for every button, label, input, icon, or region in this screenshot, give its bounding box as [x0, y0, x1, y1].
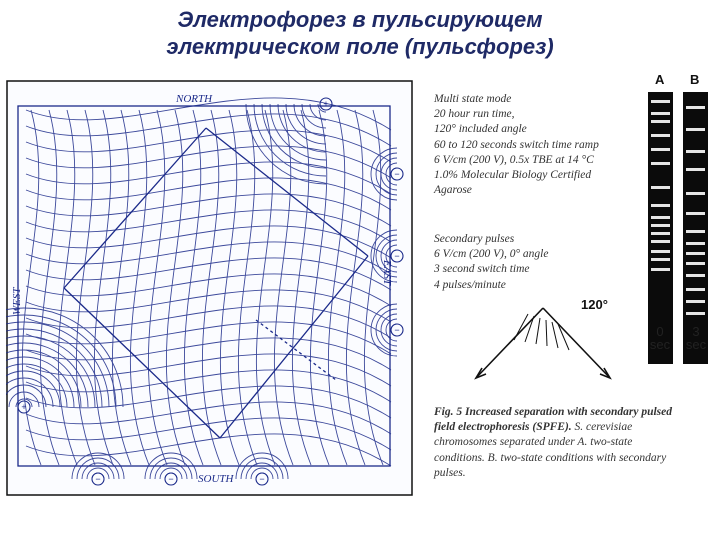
pulse-arrow	[525, 316, 534, 342]
diagram-frame	[7, 81, 412, 495]
figure-caption	[434, 405, 686, 481]
slide-title-line2: электрическом поле (пульсфорез)	[166, 34, 554, 59]
field-line-diagram	[6, 80, 413, 496]
lane-a-time	[640, 325, 680, 351]
condition-line: 20 hour run time,	[434, 108, 515, 121]
gel-band	[651, 186, 670, 189]
gel-band	[686, 212, 705, 215]
angle-label: 120°	[581, 297, 608, 312]
gel-band	[651, 216, 670, 219]
condition-line: 1.0% Molecular Biology Certified	[434, 169, 592, 182]
secondary-pulse-arrows	[514, 314, 569, 350]
svg-text:−: −	[168, 474, 174, 484]
gel-band	[686, 252, 705, 255]
gel-band	[686, 242, 705, 245]
gel-band	[651, 250, 670, 253]
condition-line: Multi state mode	[434, 93, 512, 105]
gel-band	[686, 288, 705, 291]
west-label: WEST	[11, 287, 23, 315]
gel-band	[651, 100, 670, 103]
lane-a-unit: sec	[649, 337, 671, 352]
gel-band	[686, 106, 705, 109]
gel-band	[651, 232, 670, 235]
lane-b-time	[676, 325, 716, 351]
gel-band	[651, 112, 670, 115]
svg-text:−: −	[95, 474, 101, 484]
svg-text:−: −	[394, 251, 400, 261]
condition-line: 6 V/cm (200 V), 0.5x TBE at 14 °C	[434, 153, 594, 166]
gel-band	[686, 192, 705, 195]
slide-title	[0, 6, 720, 60]
pulse-arrow	[558, 324, 569, 350]
svg-text:+: +	[323, 99, 329, 109]
pulse-arrow	[552, 322, 558, 348]
angle-diagram	[468, 300, 618, 385]
gel-band	[686, 274, 705, 277]
secondary-conditions	[434, 232, 548, 293]
gel-band	[686, 262, 705, 265]
caption-label: Fig. 5 Increased separation with secondary pulsed field electrophoresis (SPFE).	[434, 406, 673, 434]
svg-text:−: −	[394, 325, 400, 335]
lane-a-label: A	[655, 72, 665, 87]
gel-band	[651, 148, 670, 151]
gel-band	[651, 224, 670, 227]
gel-band	[686, 128, 705, 131]
gel-band	[651, 268, 670, 271]
pulse-arrow	[536, 318, 540, 344]
gel-band	[686, 300, 705, 303]
svg-text:−: −	[259, 474, 265, 484]
secondary-line: 4 pulses/minute	[434, 278, 506, 291]
condition-line: 60 to 120 seconds switch time ramp	[434, 138, 599, 151]
condition-line: 120° included angle	[434, 123, 527, 136]
south-label: SOUTH	[198, 473, 234, 485]
lane-a-seconds: 0	[656, 324, 664, 339]
gel-band	[651, 240, 670, 243]
gel-band	[686, 312, 705, 315]
gel-band	[686, 230, 705, 233]
svg-text:−: −	[394, 169, 400, 179]
gel-band	[651, 134, 670, 137]
pulse-arrow	[546, 320, 547, 346]
lane-b-unit: sec	[685, 337, 707, 352]
gel-band	[686, 168, 705, 171]
svg-text:+: +	[21, 402, 27, 412]
lane-b-label: B	[690, 72, 700, 87]
secondary-line: Secondary pulses	[434, 233, 515, 245]
lane-b-seconds: 3	[692, 324, 700, 339]
gel-band	[651, 204, 670, 207]
condition-line: Agarose	[434, 184, 472, 197]
gel-band	[686, 150, 705, 153]
angle-arm-right	[543, 308, 610, 378]
gel-band	[651, 258, 670, 261]
caption-text: S. cerevisiae chromosomes separated under A. two-state conditions. B. two-state conditions with secondary pulses.	[434, 421, 667, 479]
north-label: NORTH	[176, 93, 213, 105]
secondary-line: 3 second switch time	[434, 263, 530, 276]
run-conditions	[434, 92, 599, 198]
east-label: EAST	[381, 260, 393, 286]
secondary-line: 6 V/cm (200 V), 0° angle	[434, 248, 549, 261]
gel-band	[651, 120, 670, 123]
slide-title-line1: Электрофорез в пульсирующем	[177, 7, 543, 32]
gel-band	[651, 162, 670, 165]
